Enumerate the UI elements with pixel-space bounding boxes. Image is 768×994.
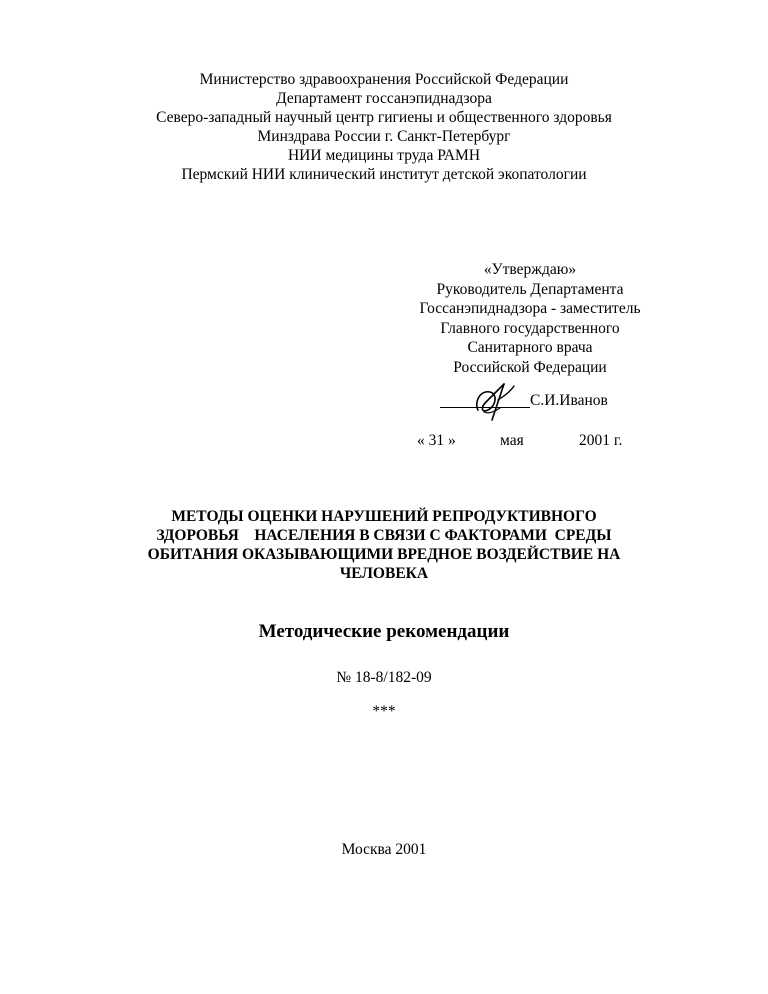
title-line-2: ЗДОРОВЬЯ НАСЕЛЕНИЯ В СВЯЗИ С ФАКТОРАМИ СРЕДЫ <box>156 527 612 544</box>
date-year: 2001 г. <box>579 432 623 449</box>
header-line-institute: НИИ медицины труда РАМН <box>287 147 481 164</box>
date-day: « 31 » <box>417 432 456 449</box>
header-line-research-center: Северо-западный научный центр гигиены и общественного здоровья <box>156 109 612 126</box>
date-month: мая <box>500 432 524 449</box>
approval-line-head: Руководитель Департамента <box>436 280 624 298</box>
document-title <box>0 507 768 583</box>
title-line-4: ЧЕЛОВЕКА <box>339 565 429 582</box>
approval-line-federation: Российской Федерации <box>453 358 607 376</box>
header-line-department: Департамент госсанэпиднадзора <box>276 90 492 107</box>
signature-line <box>440 380 640 420</box>
separator-stars: *** <box>372 703 396 720</box>
header-line-ministry: Министерство здравоохранения Российской Федерации <box>199 71 569 88</box>
title-line-3: ОБИТАНИЯ ОКАЗЫВАЮЩИМИ ВРЕДНОЕ ВОЗДЕЙСТВИЕ НА <box>147 546 621 563</box>
issuing-organizations <box>0 70 768 184</box>
approval-line-doctor: Санитарного врача <box>467 339 593 356</box>
approval-line-chief: Главного государственного <box>440 319 620 337</box>
handwritten-signature-icon <box>470 380 530 422</box>
place-and-year: Москва 2001 <box>341 841 427 858</box>
document-subtitle: Методические рекомендации <box>258 621 510 642</box>
title-line-1: МЕТОДЫ ОЦЕНКИ НАРУШЕНИЙ РЕПРОДУКТИВНОГО <box>171 508 597 525</box>
header-line-perm-institute: Пермский НИИ клинический институт детской экопатологии <box>181 166 587 183</box>
approval-line-deputy: Госсанэпиднадзора - заместитель <box>419 300 641 317</box>
approval-heading: «Утверждаю» <box>483 261 577 278</box>
approval-block <box>380 260 680 377</box>
header-line-ministry-city: Минздрава России г. Санкт-Петербург <box>257 128 511 145</box>
document-number: № 18-8/182-09 <box>336 669 432 686</box>
signatory-name: С.И.Иванов <box>530 392 608 409</box>
